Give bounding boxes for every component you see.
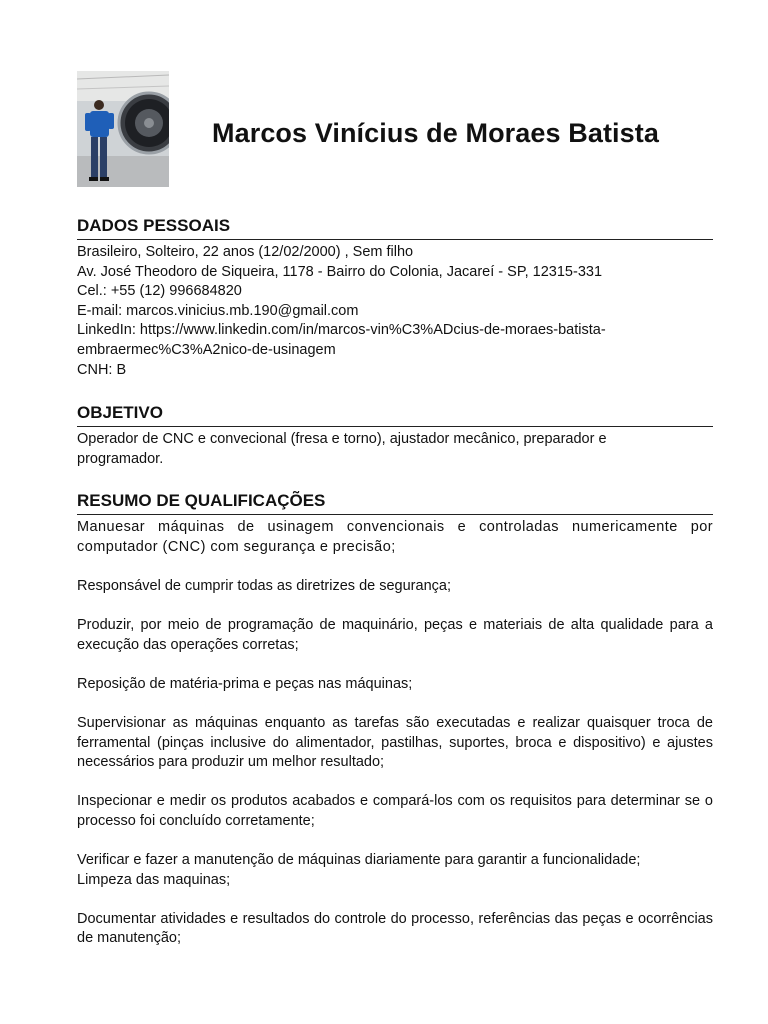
dados-line: Av. José Theodoro de Siqueira, 1178 - Bairro do Colonia, Jacareí - SP, 12315-331 — [77, 263, 603, 280]
section-resumo — [77, 491, 713, 969]
qualification-item: Documentar atividades e resultados do controle do processo, referências das peças e ocorrências de manutenção; — [77, 910, 713, 947]
resumo-items — [77, 518, 713, 949]
dados-line: Cel.: +55 (12) 996684820 — [77, 283, 242, 300]
profile-photo-image — [77, 71, 169, 187]
objetivo-lines — [77, 430, 713, 469]
dados-line: E-mail: marcos.vinicius.mb.190@gmail.com — [77, 302, 359, 319]
qualification-item: Produzir, por meio de programação de maquinário, peças e materiais de alta qualidade para a execução das operações corretas; — [77, 616, 713, 653]
section-objetivo — [77, 403, 713, 469]
candidate-name: Marcos Vinícius de Moraes Batista — [212, 118, 659, 148]
dados-line: Brasileiro, Solteiro, 22 anos (12/02/2000) , Sem filho — [77, 244, 414, 260]
qualification-item: Verificar e fazer a manutenção de máquinas diariamente para garantir a funcionalidade; Limpeza das maquinas; — [77, 852, 641, 888]
dados-line: CNH: B — [77, 361, 127, 378]
qualification-item: Reposição de matéria-prima e peças nas máquinas; — [77, 675, 413, 692]
section-dados-pessoais — [77, 216, 713, 380]
qualification-item: Manuesar máquinas de usinagem convencionais e controladas numericamente por computador (CNC) com segurança e precisão; — [77, 519, 713, 555]
section-title-dados: DADOS PESSOAIS — [77, 216, 713, 240]
dados-line: embraermec%C3%A2nico-de-usinagem — [77, 341, 336, 358]
objetivo-line: Operador de CNC e convecional (fresa e torno), ajustador mecânico, preparador e — [77, 431, 607, 447]
dados-lines — [77, 243, 713, 380]
dados-line: LinkedIn: https://www.linkedin.com/in/marcos-vin%C3%ADcius-de-moraes-batista- — [77, 322, 606, 339]
section-title-resumo: RESUMO DE QUALIFICAÇÕES — [77, 491, 713, 515]
qualification-item: Supervisionar as máquinas enquanto as tarefas são executadas e realizar quaisquer troca de ferramental (pinças inclusive do alimentador, pastilhas, suportes, broca e dispositivo) e ajustes necessários para produzir um melhor resultado; — [77, 714, 713, 771]
section-title-objetivo: OBJETIVO — [77, 403, 713, 427]
profile-photo — [77, 71, 169, 187]
qualification-item: Responsável de cumprir todas as diretrizes de segurança; — [77, 577, 451, 594]
qualification-item: Inspecionar e medir os produtos acabados e compará-los com os requisitos para determinar se o processo foi concluído corretamente; — [77, 793, 713, 829]
objetivo-line: programador. — [77, 450, 164, 467]
